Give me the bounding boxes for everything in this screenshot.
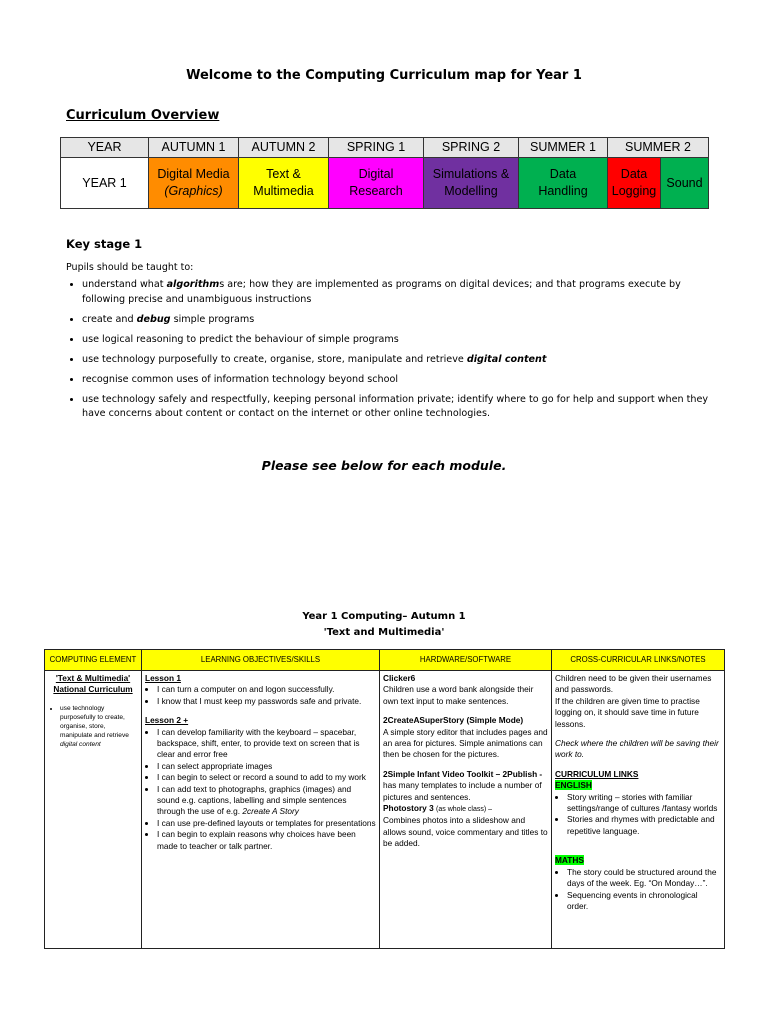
element-title: 'Text & Multimedia' National Curriculum [53,673,133,695]
header-computing-element: COMPUTING ELEMENT [45,650,142,671]
header-cross-curricular: CROSS-CURRICULAR LINKS/NOTES [552,650,725,671]
notes-saving: Check where the children will be saving their work to. [555,738,719,760]
list-item: • I can use pre-defined layouts or templates for presentations [157,818,376,829]
list-item: • use technology safely and respectfully, keeping personal information private; identify where to go for help and support when they have concerns about content or contact on the internet or other online technologies. [82,393,722,422]
list-item: • I can begin to select or record a sound to add to my work [157,772,376,783]
list-item: • I can select appropriate images [157,761,376,772]
lesson-2-list [145,727,376,852]
header-spring-1: SPRING 1 [329,138,424,158]
module-header-row [45,650,725,671]
page-title: Welcome to the Computing Curriculum map for Year 1 [186,68,582,83]
maths-label: MATHS [555,855,584,866]
software-photostory [383,803,548,815]
notes-usernames: Children need to be given their usernames and passwords. [555,673,712,695]
text: use technology purposefully to create, organise, store, manipulate and retrieve [60,704,129,739]
module-body-row [45,671,725,949]
list-item [82,353,722,368]
year-label: YEAR 1 [61,158,149,209]
module-title: Year 1 Computing– Autumn 1 [302,611,466,622]
list-item: • I know that I must keep my passwords safe and private. [157,696,376,707]
software-description: Children use a word bank alongside their own text input to make sentences. [383,684,534,706]
overview-header-row [61,138,709,158]
text: simple programs [170,313,255,325]
module-line2: Modelling [444,184,498,198]
list-item: • I can begin to explain reasons why choices have been made to teacher or talk partner. [157,829,376,852]
list-item: • The story could be structured around the days of the week. Eg. “On Monday…”. [567,867,721,890]
keyword: 2create A Story [242,806,299,817]
english-label: ENGLISH [555,780,592,791]
module-line1: Digital [358,167,394,181]
cross-curricular-cell [552,671,725,949]
module-summer-2b: Sound [661,158,709,209]
english-list [555,792,721,838]
software-note: (as whole class) – [436,806,493,814]
lesson-1-list [145,684,376,707]
element-list [48,704,138,749]
module-line1: Data [620,167,648,181]
header-summer-2: SUMMER 2 [608,138,709,158]
list-item: • I can turn a computer on and logon successfully. [157,684,376,695]
module-line2: Multimedia [253,184,314,198]
learning-objectives-cell [142,671,380,949]
software-clicker6: Clicker6 [383,673,416,683]
software-description: has many templates to include a number of pictures and sentences. [383,780,542,802]
module-plan-table [44,649,725,949]
key-stage-list [66,278,722,427]
header-hardware-software: HARDWARE/SOFTWARE [380,650,552,671]
list-item: • Story writing – stories with familiar settings/range of cultures /fantasy worlds [567,792,721,815]
header-year: YEAR [61,138,149,158]
module-line2: Handling [538,184,588,198]
module-line2: (Graphics) [164,184,223,198]
list-item: • Sequencing events in chronological order. [567,890,721,913]
hardware-software-cell [380,671,552,949]
list-item: • use logical reasoning to predict the behaviour of simple programs [82,333,722,348]
list-item: • Stories and rhymes with predictable and repetitive language. [567,814,721,837]
text: understand what [82,279,167,290]
overview-heading: Curriculum Overview [66,108,220,123]
header-summer-1: SUMMER 1 [519,138,608,158]
module-subtitle: 'Text and Multimedia' [323,627,445,638]
overview-year1-row [61,158,709,209]
module-spring-1 [329,158,424,209]
text: create and [82,313,137,325]
software-2simple-video-toolkit: 2Simple Infant Video Toolkit – 2Publish - [383,768,543,779]
list-item [60,704,138,749]
text: use technology purposefully to create, organise, store, manipulate and retrieve [82,353,467,365]
lesson-1-heading: Lesson 1 [145,673,181,683]
list-item: • recognise common uses of information technology beyond school [82,373,722,388]
keyword: digital content [60,740,101,748]
text: I can add text to photographs, graphics (images) and sound e.g. captions, labelling and simple sentences through the use of e.g. [157,783,352,817]
header-learning-objectives: LEARNING OBJECTIVES/SKILLS [142,650,380,671]
module-summer-2a [608,158,661,209]
module-line1: Simulations & [432,167,510,181]
curriculum-links-heading: CURRICULUM LINKS [555,768,639,779]
module-line1: Data [549,167,577,181]
lesson-2-heading: Lesson 2 + [145,715,189,726]
header-autumn-2: AUTUMN 2 [239,138,329,158]
list-item [82,278,722,307]
keyword: algorithm [166,279,220,290]
key-stage-intro: Pupils should be taught to: [66,262,194,273]
header-spring-2: SPRING 2 [424,138,519,158]
text: s are; how they are implemented as programs on digital devices; and that programs execute by following precise and unambiguous instructions [82,279,681,305]
module-line1: Digital Media [157,167,230,181]
curriculum-overview-table [60,137,709,209]
list-item [157,784,376,818]
list-item [82,313,722,328]
software-name: Photostory 3 [383,803,434,814]
keyword: debug [136,313,171,325]
module-summer-1 [519,158,608,209]
header-autumn-1: AUTUMN 1 [149,138,239,158]
key-stage-heading: Key stage 1 [66,237,143,251]
notes-logging-on: If the children are given time to practise logging on, it should save time in future lessons. [555,695,700,729]
maths-list [555,867,721,913]
module-note: Please see below for each module. [261,458,507,473]
module-spring-2 [424,158,519,209]
module-line1: Text & [266,167,301,181]
module-line2: Logging [611,184,657,198]
software-2createasuperstory: 2CreateASuperStory (Simple Mode) [383,715,524,726]
module-line2: Research [349,184,403,198]
software-description: Combines photos into a slideshow and allows sound, voice commentary and titles to be added. [383,815,548,849]
keyword: digital content [466,353,547,365]
module-autumn-1 [149,158,239,209]
software-description: A simple story editor that includes pages and an area for pictures. Simple animations can then be chosen for the pictures. [383,726,548,760]
module-autumn-2 [239,158,329,209]
list-item: • I can develop familiarity with the keyboard – spacebar, backspace, shift, enter, to provide text on screen that is clear and error free [157,727,376,761]
computing-element-cell [45,671,142,949]
